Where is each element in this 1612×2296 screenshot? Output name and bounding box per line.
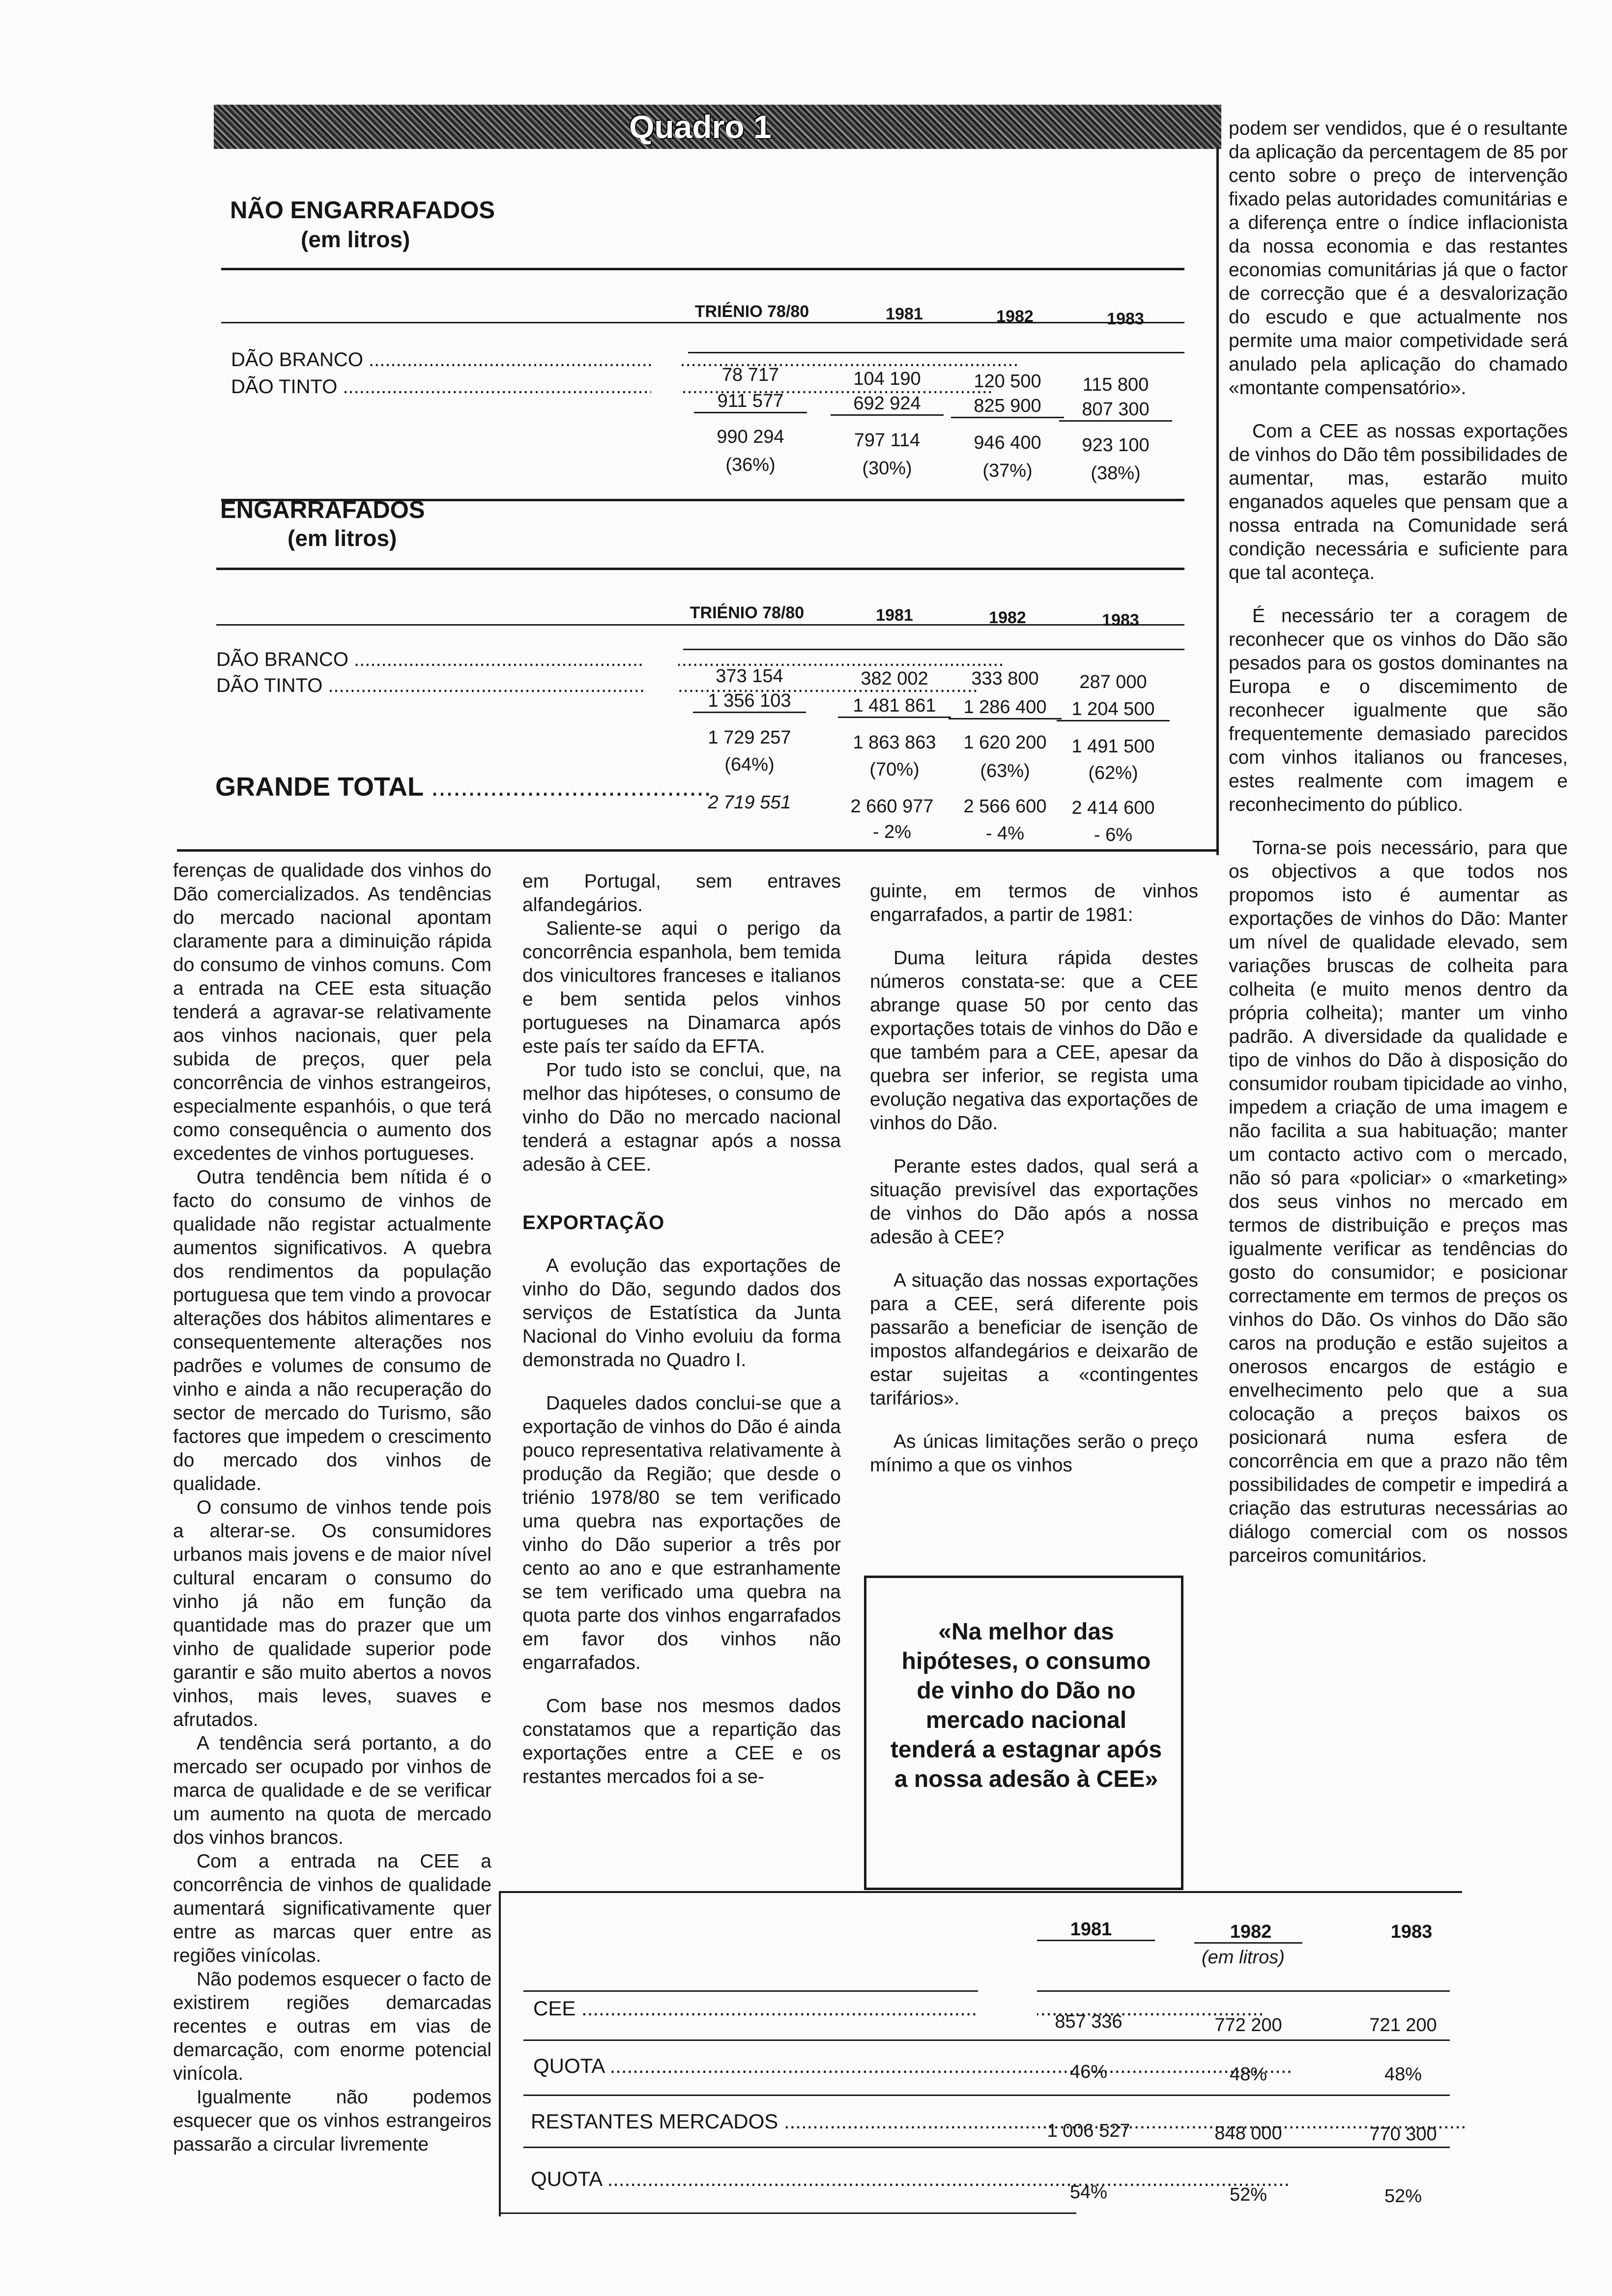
divider	[1037, 1940, 1155, 1941]
total: 946 400	[974, 432, 1041, 453]
paragraph: podem ser vendidos, que é o resultante da aplicação da percentagem de 85 por cento sobre o preço de intervenção fixado pelas autoridades comunitárias e a diferença entre o índice inflacionista da nossa economia e das restantes economias comunitárias já que o factor de correcção que é a desvalorização do escudo e que actualmente nos permite uma maior competividade será anulado pela aplicação do chamado «montante compensatório».	[1229, 118, 1568, 399]
paragraph: Com a CEE as nossas exportações de vinhos do Dão têm possibilidades de aumentar, mas, estarão muito enganados aqueles que pensam que a nossa entrada na Comunidade será condição necessária e suficiente para que tal aconteça.	[1229, 421, 1568, 583]
paragraph: Igualmente não podemos esquecer que os vinhos estrangeiros passarão a circular livremente	[173, 2087, 491, 2155]
bt-col-1982: 1982	[1230, 1922, 1272, 1942]
total: 1 863 863	[853, 732, 936, 753]
value: 287 000	[1079, 672, 1147, 692]
grande-total-label: GRANDE TOTAL ......................................	[215, 772, 712, 802]
grande-total-value: 2 660 977	[850, 796, 934, 817]
col-header-1981: 1981	[886, 305, 923, 323]
grande-total-value: 2 414 600	[1071, 798, 1155, 818]
col-header-1983: 1983	[1107, 310, 1144, 328]
value: 333 800	[971, 668, 1039, 689]
bt-unit: (em litros)	[1202, 1947, 1285, 1968]
col-header-1982: 1982	[989, 608, 1026, 627]
section-heading-exportacao: EXPORTAÇÃO	[522, 1212, 665, 1234]
percent: (30%)	[862, 458, 912, 479]
divider	[499, 2212, 1076, 2214]
value: 104 190	[853, 369, 921, 389]
paragraph: Duma leitura rápida destes números constata-se: que a CEE abrange quase 50 por cento das exportações totais de vinhos do Dão e que também para a CEE, apesar da quebra ser inferior, se regista uma evolução negativa das exportações de vinhos do Dão.	[870, 947, 1198, 1134]
col-header-1982: 1982	[996, 307, 1034, 326]
total: 990 294	[717, 427, 784, 447]
bt-row-label-cee: CEE .....	[533, 1997, 1025, 2020]
value: 373 154	[716, 666, 783, 687]
divider	[1194, 1942, 1302, 1944]
percent: (70%)	[869, 759, 920, 780]
paragraph: em Portugal, sem entraves alfandegários.	[522, 871, 841, 916]
paragraph: Perante estes dados, qual será a situação previsível das exportações de vinhos do Dão após a nossa adesão à CEE?	[870, 1156, 1198, 1248]
paragraph: Por tudo isto se conclui, que, na melhor das hipóteses, o consumo de vinho do Dão no mercado nacional tenderá a estagnar após a nossa adesão à CEE.	[522, 1060, 841, 1175]
percent: (36%)	[725, 455, 776, 475]
value: 1 356 103	[693, 690, 806, 713]
value: 115 800	[1082, 374, 1149, 395]
paragraph: A tendência será portanto, a do mercado ser ocupado por vinhos de marca de qualidade e de se verificar um aumento na quota de mercado dos vinhos brancos.	[173, 1733, 491, 1848]
value: 692 924	[831, 393, 944, 416]
pull-quote-text: «Na melhor das hipóteses, o consumo de vinho do Dão no mercado nacional tenderá a estagnar após a nossa adesão à CEE»	[890, 1619, 1162, 1792]
nao-engarrafados-subtitle: (em litros)	[301, 227, 410, 252]
grande-total-change: - 6%	[1094, 825, 1133, 845]
paragraph: Saliente-se aqui o perigo da concorrência espanhola, bem temida dos vinicultores franceses e italianos e bem sentida pelos vinhos portugueses na Dinamarca após este país ter saído da EFTA.	[522, 918, 841, 1057]
value: 825 900	[951, 396, 1064, 418]
grande-total-change: - 2%	[872, 822, 912, 842]
nao-engarrafados-title: NÃO ENGARRAFADOS	[230, 197, 495, 224]
row-label-dao-branco: DÃO BRANCO .....	[216, 649, 649, 671]
engarrafados-subtitle: (em litros)	[288, 525, 397, 551]
bt-value: 857 336	[1055, 2011, 1123, 2032]
bt-value: 48%	[1384, 2064, 1422, 2085]
paragraph: Com a entrada na CEE a concorrência de vinhos de qualidade aumentará significativamente quer entre as marcas quer entre as regiões vinícolas.	[173, 1851, 491, 1966]
total: 923 100	[1082, 435, 1150, 456]
paragraph: Outra tendência bem nítida é o facto do consumo de vinhos de qualidade não registar actualmente aumentos significativos. A quebra dos rendimentos da população portuguesa que tem vindo a provocar alterações dos hábitos alimentares e consequentemente alterações nos padrões e volumes de consumo de vinho e ainda a não recuperação do sector de mercado do Turismo, são factores que impedem o crescimento do mercado dos vinhos de qualidade.	[173, 1167, 491, 1494]
row-label-clip	[651, 344, 681, 403]
article-column-2	[522, 870, 841, 1789]
paragraph: As únicas limitações serão o preço mínimo a que os vinhos	[870, 1431, 1198, 1476]
paragraph: Não podemos esquecer o facto de existirem regiões demarcadas recentes e outras em vias de demarcação, com enorme potencial vinícola.	[173, 1969, 491, 2084]
bt-value: 1 006 527	[1047, 2121, 1130, 2141]
value: 1 286 400	[949, 697, 1062, 719]
row-label-dao-tinto: DÃO TINTO .....	[231, 376, 663, 398]
col-header-trienio: TRIÉNIO 78/80	[694, 302, 809, 321]
quadro-bottom-border	[177, 849, 1219, 852]
grande-total-change: - 4%	[985, 823, 1025, 844]
value: 120 500	[974, 371, 1041, 392]
percent: (38%)	[1091, 463, 1141, 484]
quadro-title: Quadro 1	[629, 109, 772, 145]
bt-col-1983: 1983	[1390, 1922, 1433, 1942]
paragraph: O consumo de vinhos tende pois a alterar-se. Os consumidores urbanos mais jovens e de maior nível cultural encaram o consumo do vinho já não em função da quantidade mas do prazer que um vinho de qualidade superior pode garantir e são muito abertos a novos vinhos, mais leves, suaves e afrutados.	[173, 1497, 491, 1730]
total: 1 620 200	[963, 732, 1047, 753]
bt-row-label-quota: QUOTA .....	[531, 2167, 1022, 2191]
col-header-1981: 1981	[876, 606, 913, 625]
row-label-dao-tinto: DÃO TINTO .....	[216, 675, 649, 697]
percent: (63%)	[980, 761, 1030, 781]
col-header-trienio: TRIÉNIO 78/80	[690, 603, 805, 622]
paragraph: Com base nos mesmos dados constatamos que a repartição das exportações entre a CEE e os restantes mercados foi a se-	[522, 1695, 841, 1787]
row-label-dao-branco: DÃO BRANCO .....	[231, 349, 663, 371]
bt-value: 848 000	[1214, 2123, 1282, 2144]
value: 382 002	[861, 668, 928, 689]
paragraph: Torna-se pois necessário, para que os objectivos a que todos nos propomos isto é aumentar as exportações de vinhos do Dão: Manter um nível de qualidade elevado, sem variações bruscas de colheita para colheita (e muito menos dentro da própria colheita); manter um vinho padrão. A diversidade da qualidade e tipo de vinhos do Dão à disposição do consumidor roubam tipicidade ao vinho, impedem a criação de uma imagem e não facilita a sua habituação; manter um contacto activo com o mercado, não só para «policiar» o «marketing» dos seus vinhos no mercado em termos de distribuição e preços mas igualmente verificar as tendências do gosto do consumidor; e posicionar correctamente em termos de preços os vinhos do Dão. Os vinhos do Dão são caros na produção e estão sujeitos a onerosos encargos de estágio e envelhecimento pelo que a sua colocação a preços baixos os posicionará numa esfera de concorrência em que a prazo não têm possibilidades de competir e impedirá a criação das estruturas necessárias ao diálogo comercial com os nossos parceiros comunitários.	[1229, 837, 1568, 1566]
total: 797 114	[854, 430, 921, 451]
paragraph: A situação das nossas exportações para a CEE, será diferente pois passarão a beneficiar de isenção de impostos alfandegários e deixarão de estar sujeitas a «contingentes tarifários».	[870, 1270, 1198, 1409]
value: 911 577	[694, 391, 807, 413]
bt-value: 52%	[1229, 2184, 1267, 2205]
pull-quote-box	[864, 1576, 1183, 1890]
article-column-1	[173, 859, 491, 2156]
paragraph: É necessário ter a coragem de reconhecer que os vinhos do Dão são pesados para os gostos dominantes na Europa e o discemimento de reconhecer igualmente que são frequentemente demasiado parecidos com vinhos italianos ou franceses, estes realmente com imagem e reconhecimento do público.	[1229, 605, 1568, 815]
col-header-1983: 1983	[1102, 611, 1139, 630]
percent: (37%)	[982, 460, 1033, 481]
bt-row-label-restantes-mercados: RESTANTES MERCADOS .....	[531, 2110, 1022, 2133]
paragraph: A evolução das exportações de vinho do Dão, segundo dados dos serviços de Estatística da Junta Nacional do Vinho evoluiu da forma demonstrada no Quadro I.	[522, 1255, 841, 1371]
bt-value: 48%	[1229, 2064, 1267, 2085]
divider	[523, 2039, 1450, 2041]
bt-value: 46%	[1069, 2062, 1108, 2082]
bt-col-1981: 1981	[1070, 1919, 1112, 1940]
total: 1 491 500	[1071, 736, 1155, 757]
quadro-right-border	[1216, 147, 1219, 855]
bt-value: 54%	[1069, 2182, 1108, 2203]
divider	[221, 268, 1184, 270]
percent: (64%)	[724, 754, 775, 775]
grande-total-value: 2 719 551	[708, 792, 791, 813]
row-label-clip	[644, 644, 678, 703]
bt-value: 721 200	[1369, 2015, 1437, 2036]
divider	[523, 2095, 1450, 2096]
grande-total-value: 2 566 600	[963, 796, 1047, 817]
divider	[216, 568, 1184, 570]
paragraph: ferenças de qualidade dos vinhos do Dão comercializados. As tendências do mercado nacional apontam claramente para a diminuição rápida do consumo de vinhos comuns. Com a entrada na CEE esta situação tenderá a agravar-se relativamente aos vinhos nacionais, quer pela subida de preços, quer pela concorrência de vinhos estrangeiros, especialmente espanhóis, o que terá como consequência o aumento dos excedentes de vinhos portugueses.	[173, 860, 491, 1164]
paragraph: guinte, em termos de vinhos engarrafados, a partir de 1981:	[870, 881, 1198, 925]
bt-value: 770 300	[1369, 2124, 1437, 2145]
paragraph: Daqueles dados conclui-se que a exportação de vinhos do Dão é ainda pouco representativa relativamente à produção da Região; que desde o triénio 1978/80 se tem verificado uma quebra nas exportações de vinho do Dão superior a três por cento ao ano e que estranhamente se tem verificado uma quebra na quota parte dos vinhos engarrafados em favor dos vinhos não engarrafados.	[522, 1393, 841, 1673]
bt-value: 52%	[1384, 2186, 1422, 2207]
value: 807 300	[1059, 399, 1172, 422]
percent: (62%)	[1088, 763, 1138, 783]
value: 1 481 861	[838, 695, 951, 718]
value: 1 204 500	[1057, 699, 1170, 721]
article-column-4	[1229, 117, 1568, 1568]
article-column-3	[870, 880, 1198, 1477]
bt-row-label-quota: QUOTA .....	[533, 2054, 1025, 2078]
value: 78 717	[721, 365, 779, 385]
bt-value: 772 200	[1214, 2015, 1282, 2036]
total: 1 729 257	[708, 727, 791, 748]
divider	[523, 2147, 1450, 2148]
engarrafados-title: ENGARRAFADOS	[220, 497, 425, 523]
